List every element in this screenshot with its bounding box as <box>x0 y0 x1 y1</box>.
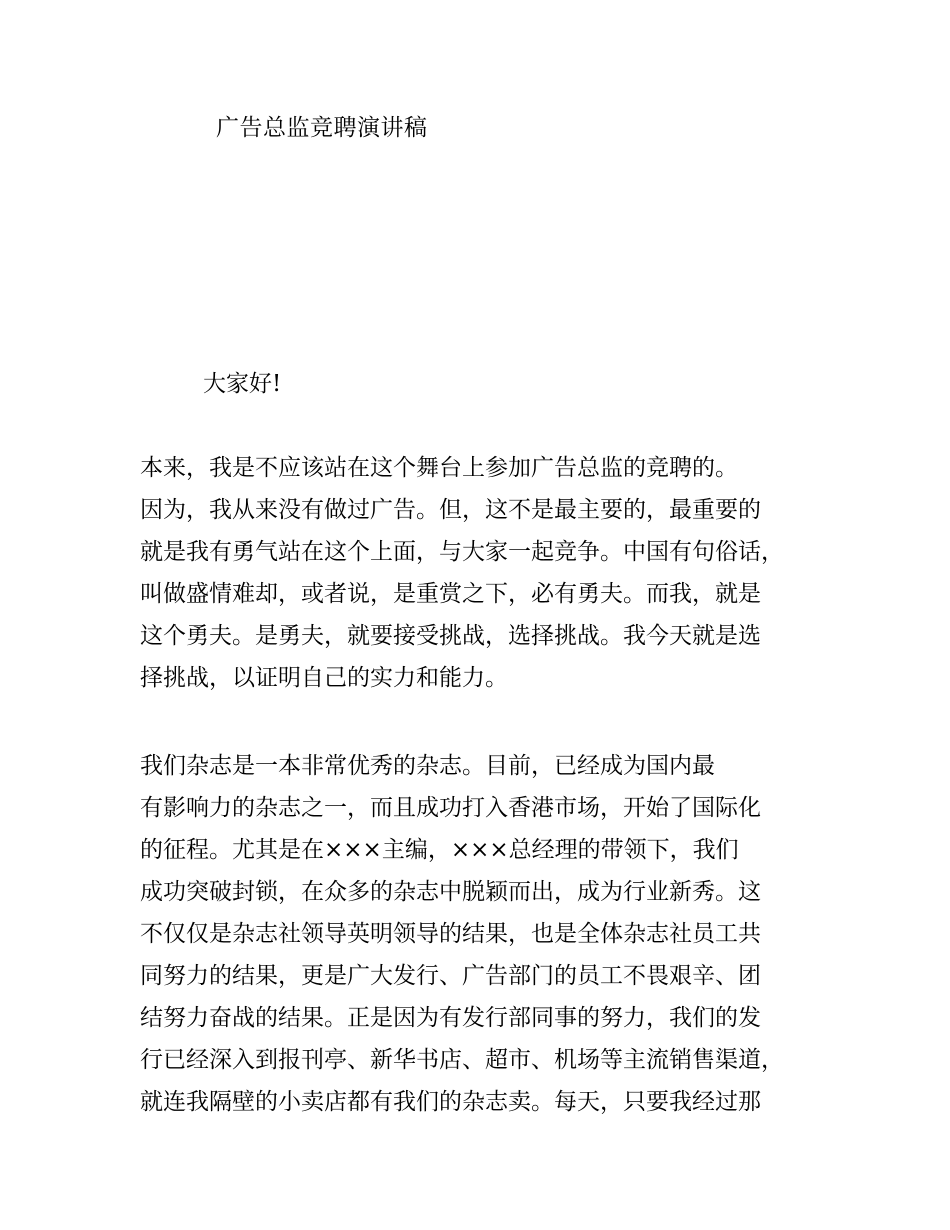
paragraph-2 <box>140 745 830 1123</box>
paragraph-line: 因为，我从来没有做过广告。但，这不是最主要的，最重要的 <box>140 497 761 523</box>
paragraph-line: 成功突破封锁，在众多的杂志中脱颖而出，成为行业新秀。这 <box>140 879 761 905</box>
paragraph-line: 不仅仅是杂志社领导英明领导的结果，也是全体杂志社员工共 <box>140 921 761 947</box>
greeting-text: 大家好! <box>203 371 282 397</box>
document-title: 广告总监竞聘演讲稿 <box>216 115 428 141</box>
paragraph-line: 有影响力的杂志之一，而且成功打入香港市场，开始了国际化 <box>140 795 761 821</box>
paragraph-line: 叫做盛情难却，或者说，是重赏之下，必有勇夫。而我，就是 <box>140 581 761 607</box>
paragraph-line: 的征程。尤其是在×××主编，×××总经理的带领下，我们 <box>140 837 739 863</box>
paragraph-line: 择挑战，以证明自己的实力和能力。 <box>140 665 508 691</box>
paragraph-line: 我们杂志是一本非常优秀的杂志。目前，已经成为国内最 <box>140 753 715 779</box>
paragraph-line: 行已经深入到报刊亭、新华书店、超市、机场等主流销售渠道， <box>140 1047 784 1073</box>
paragraph-line: 同努力的结果，更是广大发行、广告部门的员工不畏艰辛、团 <box>140 963 761 989</box>
paragraph-line: 就是我有勇气站在这个上面，与大家一起竞争。中国有句俗话， <box>140 539 784 565</box>
paragraph-line: 结努力奋战的结果。正是因为有发行部同事的努力，我们的发 <box>140 1005 761 1031</box>
paragraph-1 <box>140 447 830 699</box>
paragraph-line: 就连我隔壁的小卖店都有我们的杂志卖。每天，只要我经过那 <box>140 1089 761 1115</box>
paragraph-line: 本来，我是不应该站在这个舞台上参加广告总监的竞聘的。 <box>140 455 738 481</box>
paragraph-line: 这个勇夫。是勇夫，就要接受挑战，选择挑战。我今天就是选 <box>140 623 761 649</box>
